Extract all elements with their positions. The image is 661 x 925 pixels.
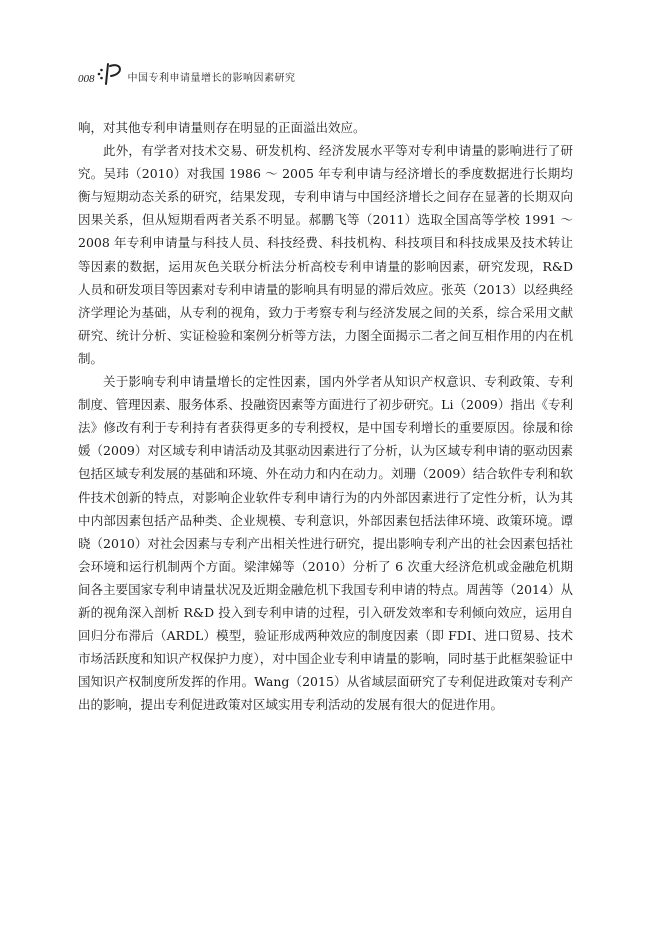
body-text <box>78 116 573 716</box>
paragraph: 此外，有学者对技术交易、研发机构、经济发展水平等对专利申请量的影响进行了研究。吴玮（2010）对我国 1986 ～ 2005 年专利申请与经济增长的季度数据进行长期均衡与短期动态关系的研究，结果发现，专利申请与中国经济增长之间存在显著的长期双向因果关系，但从短期看两者关系不明显。郝鹏飞等（2011）选取全国高等学校 1991 ～ 2008 年专利申请量与科技人员、科技经费、科技机构、科技项目和科技成果及技术转让等因素的数据，运用灰色关联分析法分析高校专利申请量的影响因素，研究发现，R&D 人员和研发项目等因素对专利申请量的影响具有明显的滞后效应。张英（2013）以经典经济学理论为基础，从专利的视角，致力于考察专利与经济发展之间的关系，综合采用文献研究、统计分析、实证检验和案例分析等方法，力图全面揭示二者之间互相作用的内在机制。 <box>78 143 573 366</box>
paragraph: 响，对其他专利申请量则存在明显的正面溢出效应。 <box>78 120 366 135</box>
book-logo-icon <box>96 60 126 86</box>
running-header <box>78 60 588 86</box>
page-number: 008 <box>78 73 95 85</box>
paragraph: 关于影响专利申请量增长的定性因素，国内外学者从知识产权意识、专利政策、专利制度、管理因素、服务体系、投融资因素等方面进行了初步研究。Li（2009）指出《专利法》修改有利于专利持有者获得更多的专利授权，是中国专利增长的重要原因。徐晟和徐媛（2009）对区域专利申请活动及其驱动因素进行了分析，认为区域专利申请的驱动因素包括区域专利发展的基础和环境、外在动力和内在动力。刘珊（2009）结合软件专利和软件技术创新的特点，对影响企业软件专利申请行为的内外部因素进行了定性分析，认为其中内部因素包括产品种类、企业规模、专利意识，外部因素包括法律环境、政策环境。谭晓（2010）对社会因素与专利产出相关性进行研究，提出影响专利产出的社会因素包括社会环境和运行机制两个方面。梁津娣等（2010）分析了 6 次重大经济危机或金融危机期间各主要国家专利申请量状况及近期金融危机下我国专利申请的特点。周茜等（2014）从新的视角深入剖析 R&D 投入到专利申请的过程，引入研发效率和专利倾向效应，运用自回归分布滞后（ARDL）模型，验证形成两种效应的制度因素（即 FDI、进口贸易、技术市场活跃度和知识产权保护力度），对中国企业专利申请量的影响，同时基于此框架验证中国知识产权制度所发挥的作用。Wang（2015）从省域层面研究了专利促进政策对专利产出的影响，提出专利促进政策对区域实用专利活动的发展有很大的促进作用。 <box>78 374 573 713</box>
running-title: 中国专利申请量增长的影响因素研究 <box>127 73 296 84</box>
